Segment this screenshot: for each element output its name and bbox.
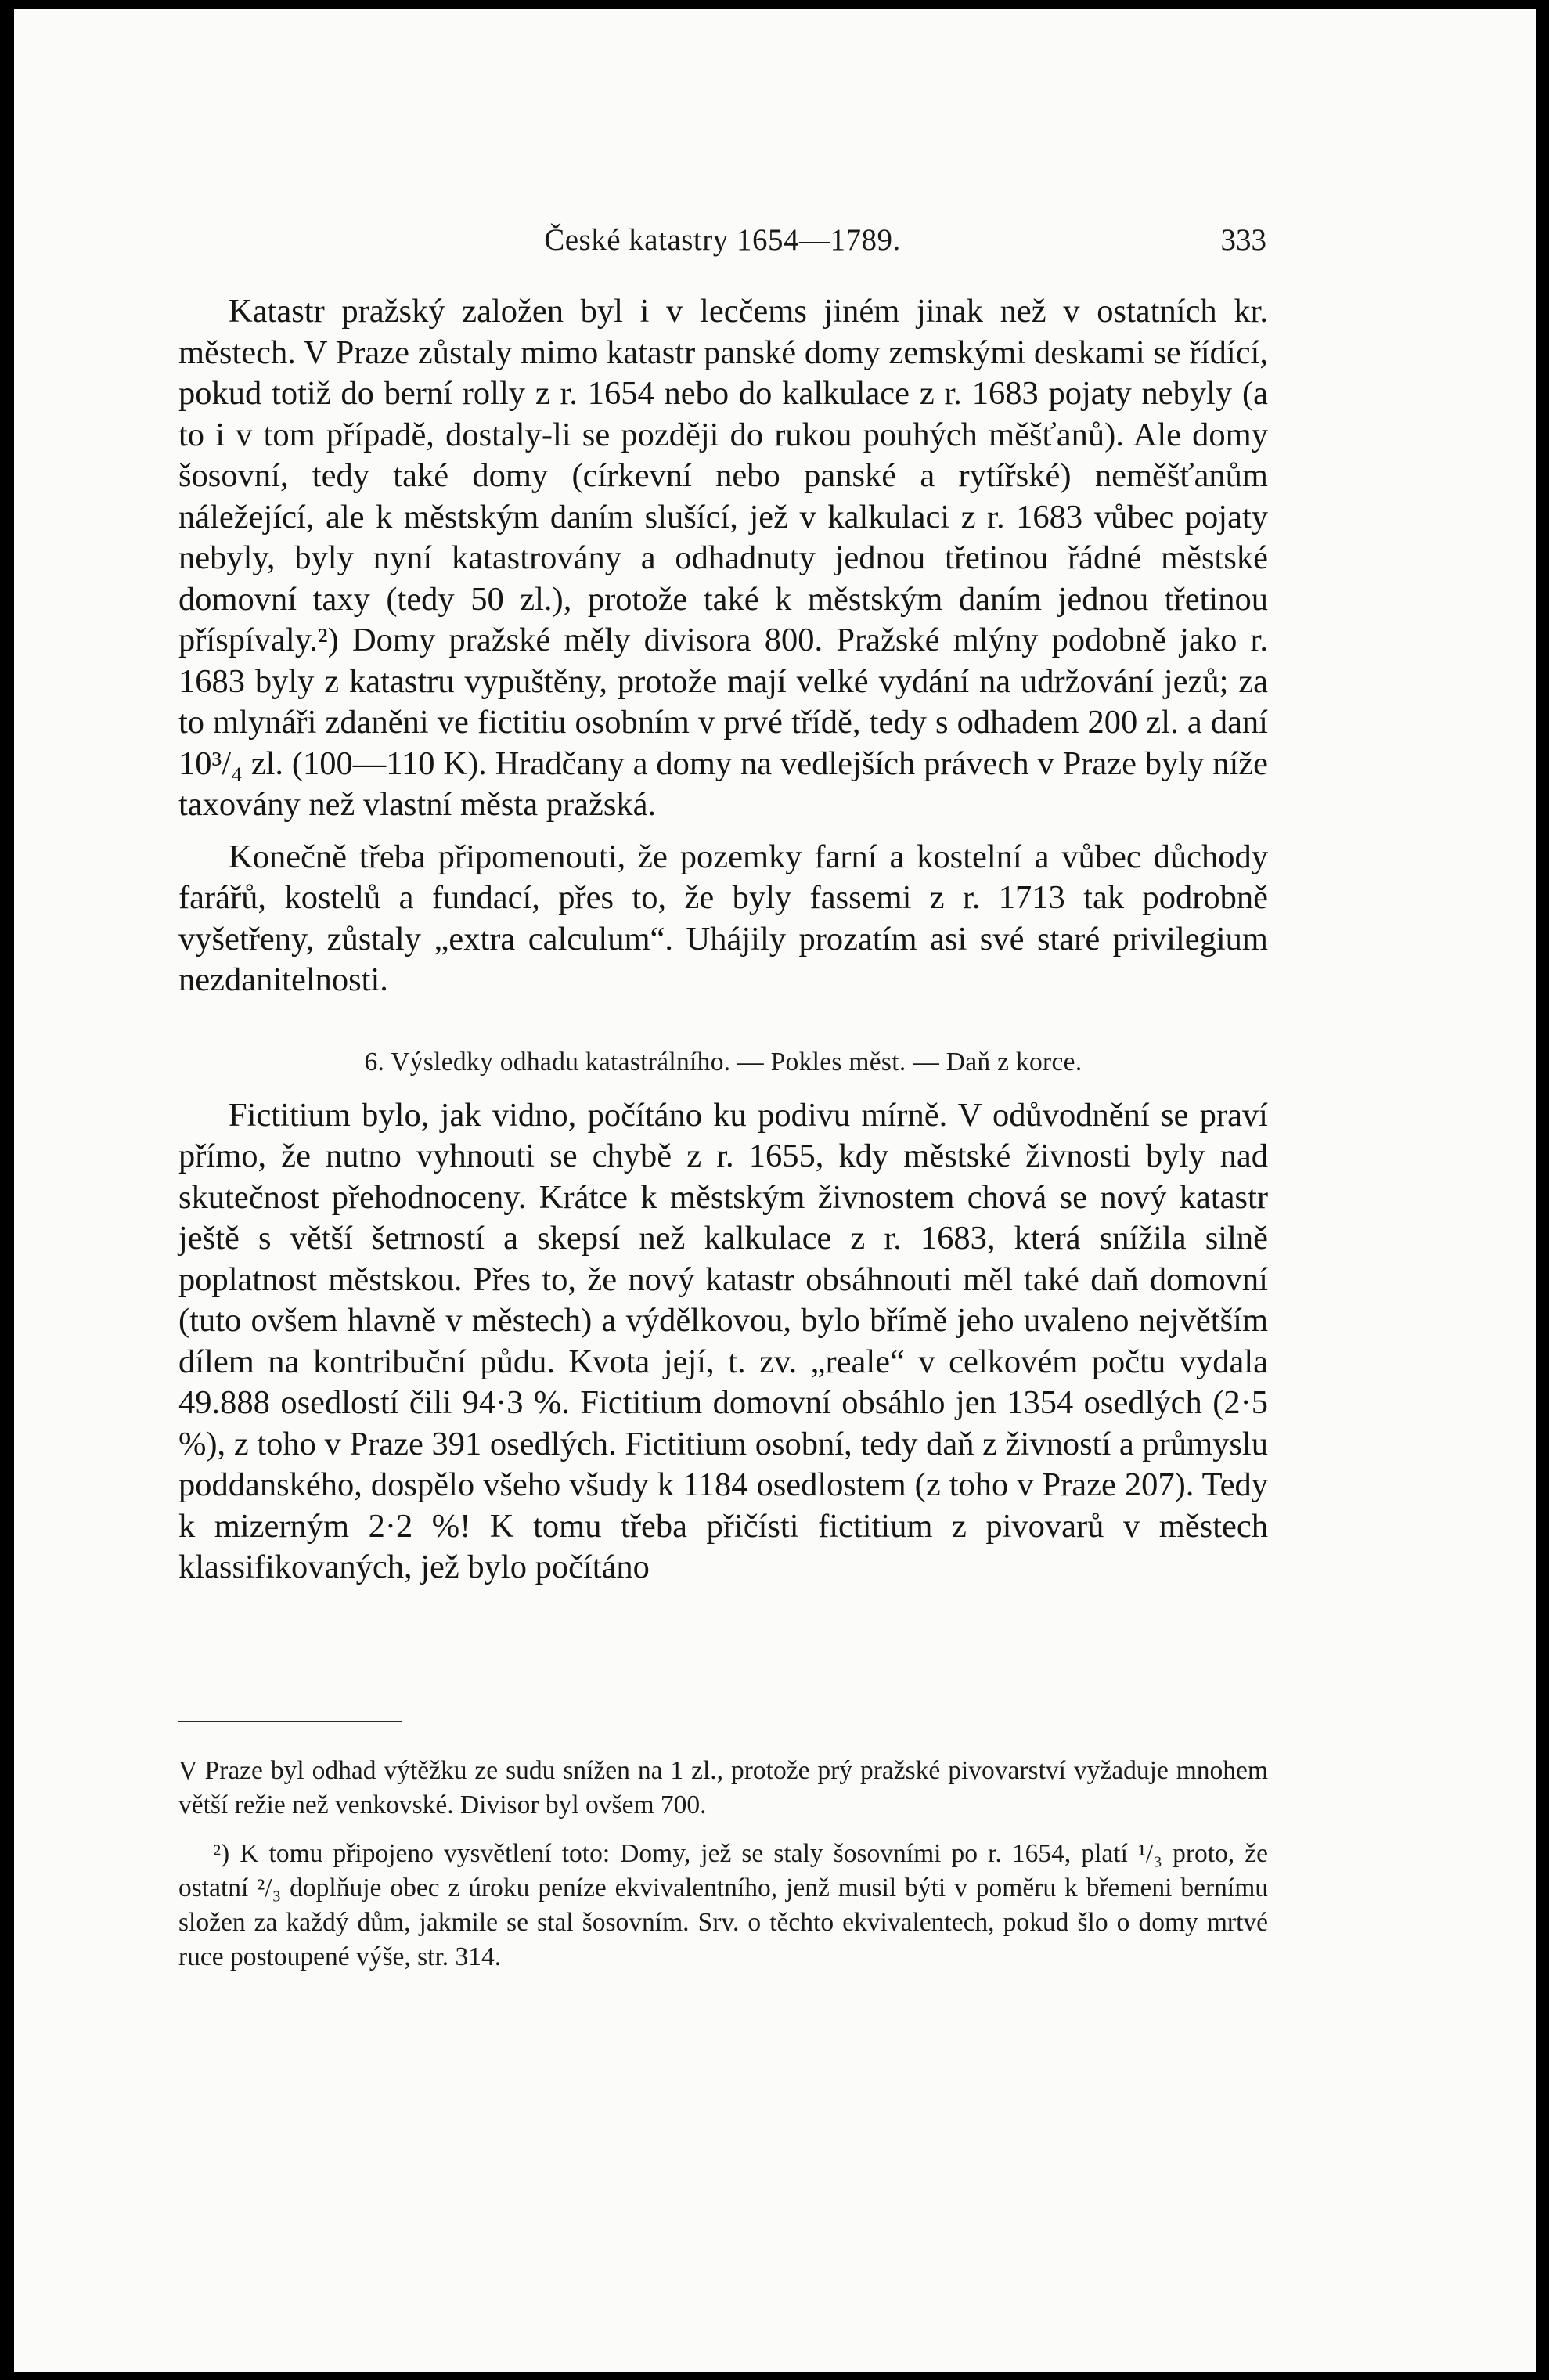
footnote-continued: V Praze byl odhad výtěžku ze sudu snížen na 1 zl., protože prý pražské pivovarství vyžaduje mnohem větší režie než venkovské. Divisor byl ovšem 700. [178,1756,1268,1819]
paragraph-prague-cadastre: Katastr pražský založen byl i v lecčems jiném jinak než v ostatních kr. městech. V Praze zůstaly mimo katastr panské domy zemskými deskami se řídící, pokud totiž do berní rolly z r. 1654 nebo do kalkulace z r. 1683 pojaty nebyly (a to i v tom případě, dostaly-li se později do rukou pouhých měšťanů). Ale domy šosovní, tedy také domy (církevní nebo panské a rytířské) neměšťanům náležející, ale k městským daním slušící, jež v kalkulaci z r. 1683 vůbec pojaty nebyly, byly nyní katastrovány a odhadnuty jednou třetinou řádné městské domovní taxy (tedy 50 zl.), protože také k městským daním jednou třetinou příspívaly.²) Domy pražské měly divisora 800. Pražské mlýny podobně jako r. 1683 byly z katastru vypuštěny, protože mají velké vydání na udržování jezů; za to mlynáři zdaněni ve fictitiu osobním v prvé třídě, tedy s odhadem 200 zl. a daní 10³/₄ zl. (100—110 K). Hradčany a domy na vedlejších právech v Praze byly níže taxovány než vlastní města pražská. [178,293,1268,823]
book-page [14,9,1536,2372]
page-header [178,215,1266,261]
paragraph-church-lands: Konečně třeba připomenouti, že pozemky farní a kostelní a vůbec důchody farářů, kostelů a fundací, přes to, že byly fassemi z r. 1713 tak podrobně vyšetřeny, zůstaly „extra calculum“. Uhájily prozatím asi své staré privilegium nezdanitelnosti. [178,838,1268,998]
paragraph-fictitium: Fictitium bylo, jak vidno, počítáno ku podivu mírně. V odůvodnění se praví přímo, že nutno vyhnouti se chybě z r. 1655, kdy městské živnosti byly nad skutečnost přehodnoceny. Krátce k městským živnostem chová se nový katastr ještě s větší šetrností a skepsí než kalkulace z r. 1683, která snížila silně poplatnost městskou. Přes to, že nový katastr obsáhnouti měl také daň domovní (tuto ovšem hlavně v městech) a výdělkovou, bylo břímě jeho uvaleno největším dílem na kontribuční půdu. Kvota její, t. zv. „reale“ v celkovém počtu vydala 49.888 osedlostí čili 94·3 %. Fictitium domovní obsáhlo jen 1354 osedlých (2·5 %), z toho v Praze 391 osedlých. Fictitium osobní, tedy daň z živností a průmyslu poddanského, dospělo všeho všudy k 1184 osedlostem (z toho v Praze 207). Tedy k mizerným 2·2 %! K tomu třeba přičísti fictitium z pivovarů v městech klassifikovaných, jež bylo počítáno [178,1096,1268,1585]
main-text [178,291,1268,1588]
running-title: České katastry 1654—1789. [544,223,901,257]
section-heading: 6. Výsledky odhadu katastrálního. — Pokles měst. — Daň z korce. [364,1047,1082,1076]
footnote-separator [178,1721,402,1722]
footnotes [178,1754,1268,1974]
footnote-2: ²) K tomu připojeno vysvětlení toto: Domy, jež se staly šosovními po r. 1654, platí ¹/₃ proto, že ostatní ²/₃ doplňuje obec z úroku peníze ekvivalentního, jenž musil býti v poměru k břemeni bernímu složen za každý dům, jakmile se stal šosovním. Srv. o těchto ekvivalentech, pokud šlo o domy mrtvé ruce postoupené výše, str. 314. [178,1839,1268,1971]
page-number: 333 [1220,223,1266,257]
